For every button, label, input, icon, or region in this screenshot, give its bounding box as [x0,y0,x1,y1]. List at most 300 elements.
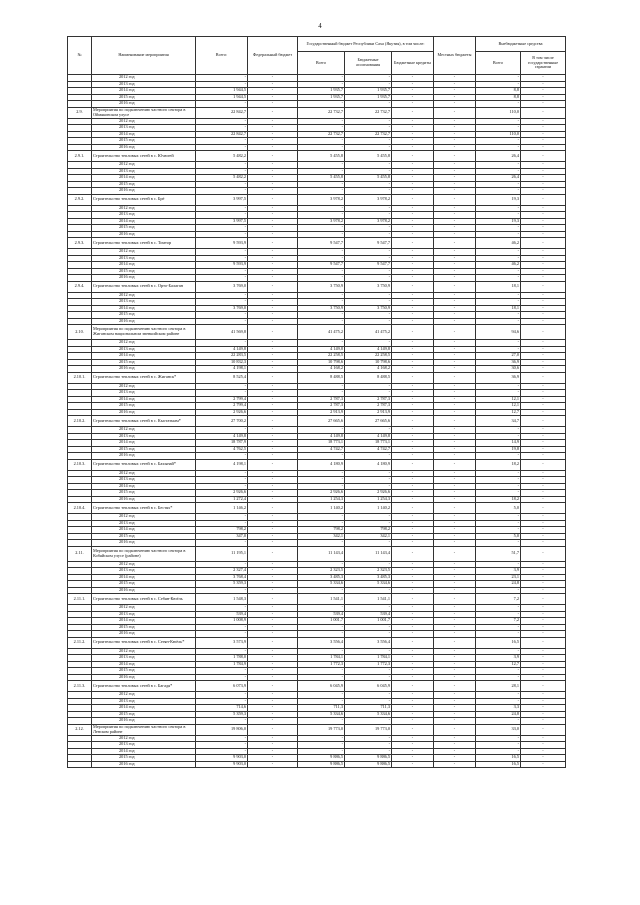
cell-st: 711,3 [298,705,345,712]
cell-si: - [345,249,392,256]
cell-o: - [476,748,521,755]
year-label: 2014 год [92,661,196,668]
year-label: 2012 год [92,383,196,390]
cell-st: - [298,249,345,256]
cell-st: 22 732,7 [298,107,345,118]
cell-t: 2 327,4 [196,568,248,575]
cell-og: - [521,520,566,527]
measure-row [68,325,566,340]
cell-o: - [476,249,521,256]
cell-og: - [521,275,566,282]
cell-si: - [345,514,392,521]
cell-si: - [345,75,392,82]
cell-si: - [345,340,392,347]
cell-og: - [521,340,566,347]
cell-o: 18,2 [476,496,521,503]
measure-row [68,594,566,605]
cell-f: - [248,218,298,225]
cell-og: - [521,218,566,225]
cell-f: - [248,340,298,347]
cell-st: 4 180,9 [298,459,345,470]
cell-f: - [248,661,298,668]
cell-t: - [196,748,248,755]
cell-o: 36,9 [476,372,521,383]
cell-st: - [298,75,345,82]
cell-og: - [521,359,566,366]
cell-st: - [298,292,345,299]
cell-o: 16,5 [476,755,521,762]
cell-st: 6 045,9 [298,681,345,692]
cell-si: - [345,318,392,325]
cell-l: - [434,346,476,353]
cell-st: - [298,561,345,568]
cell-l: - [434,581,476,588]
cell-og: - [521,540,566,547]
cell-o: 110,0 [476,131,521,138]
cell-ss: - [392,661,434,668]
cell-ss: - [392,231,434,238]
cell-l: - [434,151,476,162]
cell-o: 28,1 [476,681,521,692]
cell-si: 539,4 [345,611,392,618]
measure-name: Строительство тепловых сетей в с. Орто-Балаган [92,281,196,292]
cell-o: 18,2 [476,459,521,470]
cell-st: - [298,470,345,477]
cell-f: - [248,446,298,453]
cell-t: - [196,205,248,212]
header-num: № [68,37,92,75]
cell-st: 1 541,1 [298,594,345,605]
cell-o: - [476,514,521,521]
measure-name: Строительство тепловых сетей в с. Жиганск* [92,372,196,383]
year-label: 2015 год [92,755,196,762]
year-label: 2016 год [92,101,196,108]
cell-t: - [196,427,248,434]
cell-f: - [248,459,298,470]
cell-st: - [298,144,345,151]
year-label: 2013 год [92,742,196,749]
year-label: 2012 год [92,648,196,655]
cell-l: - [434,711,476,718]
cell-f: - [248,724,298,735]
cell-f: - [248,668,298,675]
cell-t: - [196,631,248,638]
cell-st: 41 475,2 [298,325,345,340]
cell-ss: - [392,383,434,390]
cell-t: 18 787,9 [196,440,248,447]
cell-ss: - [392,520,434,527]
cell-t: - [196,249,248,256]
row-number: 2.11. [68,546,92,561]
cell-st: - [298,742,345,749]
cell-si: 5 455,8 [345,151,392,162]
cell-ss: - [392,94,434,101]
cell-l: - [434,212,476,219]
year-label: 2015 год [92,711,196,718]
cell-ss: - [392,144,434,151]
cell-l: - [434,181,476,188]
row-number: 2.9.2. [68,194,92,205]
cell-l: - [434,359,476,366]
cell-o: - [476,275,521,282]
cell-o: - [476,125,521,132]
year-label: 2014 год [92,396,196,403]
cell-o: 30,6 [476,366,521,373]
cell-og: - [521,168,566,175]
cell-t: 1 272,4 [196,496,248,503]
cell-f: - [248,705,298,712]
cell-l: - [434,281,476,292]
cell-si: 1 140,2 [345,503,392,514]
cell-t: 9 903,0 [196,755,248,762]
cell-o: - [476,383,521,390]
cell-st: 10 798,6 [298,359,345,366]
cell-l: - [434,292,476,299]
year-label: 2012 год [92,514,196,521]
cell-o: - [476,299,521,306]
cell-t: - [196,605,248,612]
cell-si: 6 045,9 [345,681,392,692]
cell-t: 22 283,5 [196,353,248,360]
cell-l: - [434,433,476,440]
measure-row [68,681,566,692]
cell-t: 3 769,0 [196,305,248,312]
cell-st: 539,4 [298,611,345,618]
cell-l: - [434,698,476,705]
cell-si: 5 334,6 [345,581,392,588]
cell-st: 4 149,8 [298,433,345,440]
row-number: 2.9.1. [68,151,92,162]
cell-og: - [521,574,566,581]
cell-st: 5 455,8 [298,175,345,182]
cell-f: - [248,225,298,232]
year-label: 2015 год [92,624,196,631]
year-label: 2013 год [92,255,196,262]
cell-st: - [298,748,345,755]
cell-ss: - [392,574,434,581]
cell-o: 36,9 [476,359,521,366]
cell-t: 5 359,3 [196,711,248,718]
year-label: 2015 год [92,446,196,453]
cell-og: - [521,118,566,125]
cell-og: - [521,175,566,182]
cell-st: - [298,427,345,434]
year-label: 2016 год [92,761,196,768]
cell-ss: - [392,668,434,675]
cell-o: - [476,470,521,477]
cell-t: - [196,125,248,132]
year-label: 2016 год [92,275,196,282]
cell-f: - [248,674,298,681]
cell-f: - [248,118,298,125]
cell-ss: - [392,118,434,125]
cell-o: - [476,144,521,151]
cell-ss: - [392,533,434,540]
cell-si: - [345,188,392,195]
cell-o: - [476,205,521,212]
year-label: 2016 год [92,631,196,638]
measure-name: Мероприятия по подключению частного сектора в Кобяйском улусе (районе) [92,546,196,561]
cell-ss: - [392,88,434,95]
cell-si: - [345,692,392,699]
cell-ss: - [392,546,434,561]
cell-si: - [345,520,392,527]
row-number: 2.9. [68,107,92,118]
cell-f: - [248,761,298,768]
cell-f: - [248,255,298,262]
cell-o: - [476,101,521,108]
year-label: 2015 год [92,268,196,275]
year-label: 2013 год [92,212,196,219]
year-label: 2013 год [92,168,196,175]
cell-f: - [248,711,298,718]
cell-si: 22 732,7 [345,107,392,118]
cell-og: - [521,125,566,132]
cell-st: 4 168,2 [298,366,345,373]
cell-st: 342,1 [298,533,345,540]
cell-st: 22 258,5 [298,353,345,360]
cell-si: - [345,231,392,238]
year-label: 2012 год [92,118,196,125]
cell-f: - [248,125,298,132]
cell-st: 11 143,4 [298,546,345,561]
cell-si: - [345,212,392,219]
cell-og: - [521,144,566,151]
cell-l: - [434,735,476,742]
cell-ss: - [392,366,434,373]
measure-row [68,238,566,249]
cell-ss: - [392,490,434,497]
cell-si: 1 254,3 [345,496,392,503]
measure-row [68,107,566,118]
cell-l: - [434,540,476,547]
cell-si: 2 787,3 [345,396,392,403]
cell-l: - [434,249,476,256]
cell-o: - [476,75,521,82]
year-label: 2015 год [92,312,196,319]
measure-name: Мероприятия по подключению частного сектора в Ленском районе [92,724,196,735]
cell-t: - [196,587,248,594]
cell-og: - [521,718,566,725]
cell-og: - [521,668,566,675]
cell-f: - [248,131,298,138]
cell-t: - [196,75,248,82]
cell-f: - [248,353,298,360]
cell-ss: - [392,587,434,594]
cell-og: - [521,138,566,145]
year-label: 2014 год [92,527,196,534]
cell-f: - [248,268,298,275]
row-number: 2.11.3. [68,681,92,692]
cell-og: - [521,637,566,648]
cell-f: - [248,107,298,118]
cell-ss: - [392,218,434,225]
cell-st: - [298,477,345,484]
cell-t: 41 569,8 [196,325,248,340]
cell-t: 714,6 [196,705,248,712]
cell-og: - [521,561,566,568]
cell-si: - [345,225,392,232]
cell-og: - [521,305,566,312]
cell-ss: - [392,75,434,82]
measure-row [68,372,566,383]
cell-o: - [476,427,521,434]
cell-f: - [248,755,298,762]
cell-og: - [521,372,566,383]
cell-st: - [298,125,345,132]
cell-o: 12,1 [476,396,521,403]
measure-name: Строительство тепловых сетей в с. Томтор [92,238,196,249]
cell-ss: - [392,305,434,312]
cell-st: - [298,718,345,725]
cell-og: - [521,587,566,594]
year-label: 2015 год [92,490,196,497]
cell-st: - [298,275,345,282]
year-label: 2012 год [92,205,196,212]
cell-st: 22 732,7 [298,131,345,138]
cell-o: 5,0 [476,503,521,514]
cell-ss: - [392,561,434,568]
cell-si: - [345,383,392,390]
cell-si: - [345,648,392,655]
cell-l: - [434,568,476,575]
cell-si: 9 547,7 [345,238,392,249]
cell-si: - [345,587,392,594]
cell-si: - [345,292,392,299]
cell-l: - [434,496,476,503]
cell-si: 11 143,4 [345,546,392,561]
header-total: Всего: [196,37,248,75]
year-label: 2012 год [92,605,196,612]
cell-t: 2 799,4 [196,396,248,403]
year-label: 2016 год [92,587,196,594]
header-name: Наименование мероприятия [92,37,196,75]
measure-name: Мероприятия по подключению частного сектора в Оймяконском улусе [92,107,196,118]
cell-si: - [345,125,392,132]
cell-t: 10 832,3 [196,359,248,366]
cell-l: - [434,624,476,631]
cell-og: - [521,188,566,195]
row-number: 2.10.2. [68,416,92,427]
cell-ss: - [392,631,434,638]
measure-name: Строительство тепловых сетей в с. Кыстатыам* [92,416,196,427]
cell-ss: - [392,318,434,325]
cell-f: - [248,655,298,662]
cell-si: - [345,205,392,212]
year-label: 2013 год [92,81,196,88]
measure-name: Строительство тепловых сетей в с. Бестях* [92,503,196,514]
cell-o: 18,1 [476,281,521,292]
cell-ss: - [392,268,434,275]
cell-si: - [345,624,392,631]
measure-name: Строительство тепловых сетей в с. Багадя* [92,681,196,692]
cell-o: - [476,255,521,262]
cell-f: - [248,312,298,319]
year-label: 2013 год [92,655,196,662]
cell-t: 9 593,9 [196,262,248,269]
cell-og: - [521,131,566,138]
cell-l: - [434,748,476,755]
cell-ss: - [392,372,434,383]
cell-si: - [345,299,392,306]
cell-si: 22 732,7 [345,131,392,138]
cell-f: - [248,144,298,151]
cell-f: - [248,483,298,490]
header-off-total: Всего [476,52,521,75]
cell-o: 51,7 [476,546,521,561]
year-label: 2014 год [92,88,196,95]
cell-st: - [298,168,345,175]
cell-l: - [434,655,476,662]
cell-si: 3 750,9 [345,281,392,292]
cell-si: - [345,162,392,169]
measure-name: Строительство тепловых сетей в с. Бахынай* [92,459,196,470]
cell-ss: - [392,340,434,347]
cell-st: 1 935,7 [298,94,345,101]
year-label: 2015 год [92,533,196,540]
cell-t: - [196,648,248,655]
cell-og: - [521,698,566,705]
year-label: 2016 год [92,231,196,238]
cell-og: - [521,594,566,605]
cell-ss: - [392,396,434,403]
cell-st: 8 488,5 [298,372,345,383]
cell-t: - [196,674,248,681]
cell-f: - [248,101,298,108]
cell-f: - [248,477,298,484]
cell-l: - [434,611,476,618]
cell-si: 3 978,2 [345,218,392,225]
cell-st: - [298,118,345,125]
year-label: 2014 год [92,218,196,225]
cell-si: 4 149,8 [345,346,392,353]
cell-t: - [196,181,248,188]
cell-ss: - [392,453,434,460]
cell-ss: - [392,624,434,631]
cell-o: - [476,138,521,145]
measure-name: Мероприятия по подключению частного сектора в Жиганском национальном эвенкийском районе [92,325,196,340]
cell-o: - [476,527,521,534]
cell-f: - [248,433,298,440]
cell-si: 10 798,6 [345,359,392,366]
cell-t: - [196,231,248,238]
cell-f: - [248,681,298,692]
cell-t: 11 195,1 [196,546,248,561]
cell-o: - [476,742,521,749]
cell-f: - [248,574,298,581]
cell-og: - [521,483,566,490]
cell-st: 5 334,6 [298,581,345,588]
cell-f: - [248,175,298,182]
year-label: 2012 год [92,470,196,477]
cell-og: - [521,611,566,618]
cell-ss: - [392,568,434,575]
cell-ss: - [392,175,434,182]
cell-l: - [434,340,476,347]
cell-t: 2 799,4 [196,403,248,410]
cell-l: - [434,238,476,249]
cell-f: - [248,325,298,340]
cell-o: 3,3 [476,705,521,712]
cell-st: 3 750,9 [298,305,345,312]
cell-f: - [248,453,298,460]
cell-f: - [248,151,298,162]
row-number: 2.11.1. [68,594,92,605]
cell-og: - [521,433,566,440]
year-label: 2016 год [92,366,196,373]
cell-l: - [434,88,476,95]
header-federal: Федеральный бюджет [248,37,298,75]
